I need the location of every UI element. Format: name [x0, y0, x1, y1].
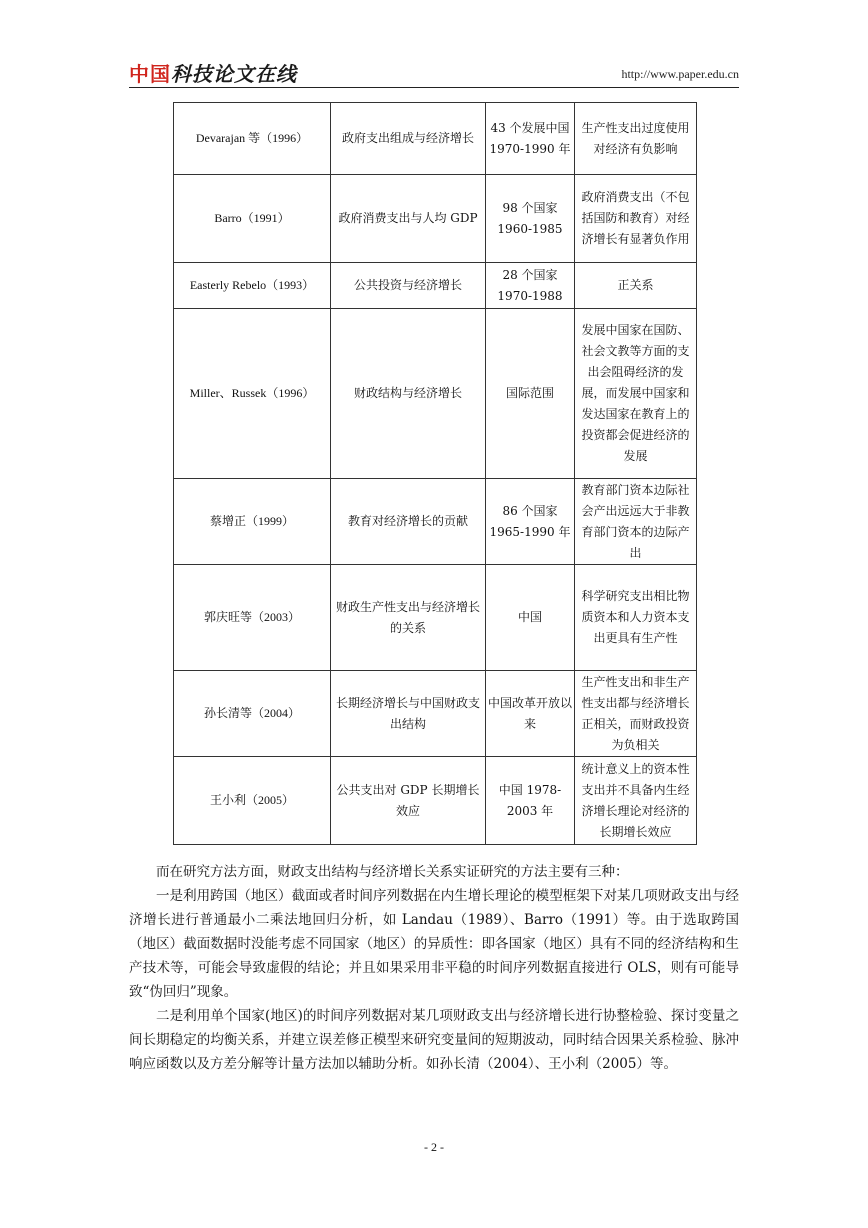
conclusion-cell: 教育部门资本边际社会产出远远大于非教育部门资本的边际产出 [575, 479, 697, 565]
conclusion-cell: 统计意义上的资本性支出并不具备内生经济增长理论对经济的长期增长效应 [575, 757, 697, 845]
sample-cell: 中国 1978-2003 年 [486, 757, 575, 845]
paragraph-method-one: 一是利用跨国（地区）截面或者时间序列数据在内生增长理论的模型框架下对某几项财政支出与经济增长进行普通最小二乘法地回归分析，如 Landau（1989）、Barro（1991）等。由于选取跨国（地区）截面数据时没能考虑不同国家（地区）的异质性：即各国家（地区）具有不同的经济结构和生产技术等，可能会导致虚假的结论；并且如果采用非平稳的时间序列数据直接进行 OLS，则有可能导致“伪回归”现象。 [129, 888, 739, 1000]
table-row [174, 263, 697, 309]
conclusion-cell: 生产性支出和非生产性支出都与经济增长正相关，而财政投资为负相关 [575, 671, 697, 757]
sample-cell: 43 个发展中国 1970-1990 年 [486, 103, 575, 175]
sample-cell: 86 个国家 1965-1990 年 [486, 479, 575, 565]
topic-cell: 财政生产性支出与经济增长的关系 [331, 565, 486, 671]
conclusion-cell: 发展中国家在国防、社会文教等方面的支出会阻碍经济的发展，而发展中国家和发达国家在教育上的投资都会促进经济的发展 [575, 309, 697, 479]
topic-cell: 教育对经济增长的贡献 [331, 479, 486, 565]
topic-cell: 长期经济增长与中国财政支出结构 [331, 671, 486, 757]
sample-cell: 28 个国家 1970-1988 [486, 263, 575, 309]
author-cell: 孙长清等（2004） [174, 671, 331, 757]
site-logo [129, 62, 297, 86]
topic-cell: 财政结构与经济增长 [331, 309, 486, 479]
page-header [129, 62, 739, 88]
author-cell: 郭庆旺等（2003） [174, 565, 331, 671]
sample-cell: 中国 [486, 565, 575, 671]
page-number: - 2 - [424, 1140, 444, 1154]
body-text [129, 860, 739, 1076]
conclusion-cell: 科学研究支出相比物质资本和人力资本支出更具有生产性 [575, 565, 697, 671]
conclusion-cell: 生产性支出过度使用对经济有负影响 [575, 103, 697, 175]
table-row [174, 757, 697, 845]
paragraph-method-two: 二是利用单个国家(地区)的时间序列数据对某几项财政支出与经济增长进行协整检验、探讨变量之间长期稳定的均衡关系，并建立误差修正模型来研究变量间的短期波动，同时结合因果关系检验、脉冲响应函数以及方差分解等计量方法加以辅助分析。如孙长清（2004）、王小利（2005）等。 [129, 1008, 739, 1072]
literature-table [173, 102, 697, 845]
table-row [174, 671, 697, 757]
author-cell: Barro（1991） [174, 175, 331, 263]
paragraph-methods-intro: 而在研究方法方面，财政支出结构与经济增长关系实证研究的方法主要有三种： [156, 864, 629, 880]
author-cell: Miller、Russek（1996） [174, 309, 331, 479]
author-cell: Devarajan 等（1996） [174, 103, 331, 175]
sample-cell: 98 个国家 1960-1985 [486, 175, 575, 263]
table-row [174, 103, 697, 175]
logo-text-red: 中国 [129, 62, 171, 86]
sample-cell: 中国改革开放以来 [486, 671, 575, 757]
author-cell: 蔡增正（1999） [174, 479, 331, 565]
table-row [174, 309, 697, 479]
sample-cell: 国际范围 [486, 309, 575, 479]
site-url: http://www.paper.edu.cn [621, 67, 739, 81]
table-row [174, 175, 697, 263]
conclusion-cell: 政府消费支出（不包括国防和教育）对经济增长有显著负作用 [575, 175, 697, 263]
topic-cell: 政府支出组成与经济增长 [331, 103, 486, 175]
topic-cell: 政府消费支出与人均 GDP [331, 175, 486, 263]
logo-text-black: 科技论文在线 [171, 62, 297, 86]
author-cell: 王小利（2005） [174, 757, 331, 845]
topic-cell: 公共投资与经济增长 [331, 263, 486, 309]
author-cell: Easterly Rebelo（1993） [174, 263, 331, 309]
conclusion-cell: 正关系 [575, 263, 697, 309]
table-row [174, 479, 697, 565]
table-row [174, 565, 697, 671]
topic-cell: 公共支出对 GDP 长期增长效应 [331, 757, 486, 845]
